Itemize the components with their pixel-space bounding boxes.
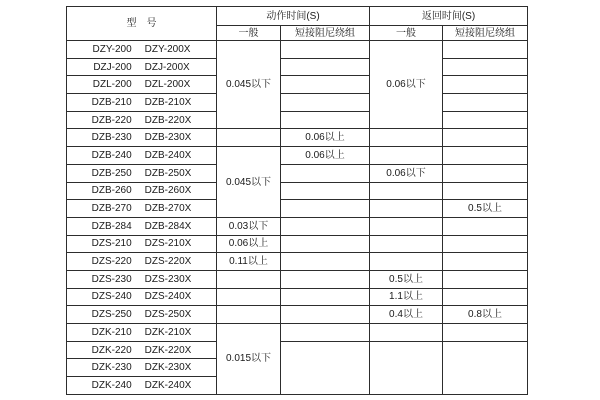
model-name: DZB-284 bbox=[91, 220, 132, 232]
col-header-action-general: 一般 bbox=[217, 26, 281, 41]
model-name-x: DZY-200X bbox=[144, 43, 191, 55]
action-general-cell: 0.045以下 bbox=[217, 147, 281, 218]
table-row bbox=[67, 324, 528, 342]
action-damping-cell bbox=[281, 235, 370, 253]
action-general-cell bbox=[217, 288, 281, 306]
model-cell bbox=[67, 359, 217, 377]
return-general-cell bbox=[370, 129, 443, 147]
table-row bbox=[67, 182, 528, 200]
action-damping-cell bbox=[281, 217, 370, 235]
col-header-return-time: 返回时间(S) bbox=[370, 7, 528, 26]
model-name-x: DZB-220X bbox=[144, 114, 192, 126]
action-damping-cell bbox=[281, 324, 370, 342]
model-cell bbox=[67, 58, 217, 76]
return-general-cell bbox=[370, 235, 443, 253]
model-name: DZS-220 bbox=[91, 256, 132, 268]
table-row bbox=[67, 58, 528, 76]
model-name: DZS-240 bbox=[91, 291, 132, 303]
model-name: DZK-240 bbox=[91, 379, 132, 391]
table-row bbox=[67, 341, 528, 359]
model-cell bbox=[67, 164, 217, 182]
model-name-x: DZB-270X bbox=[144, 203, 192, 215]
action-damping-cell bbox=[281, 253, 370, 271]
action-damping-cell: 0.06以上 bbox=[281, 147, 370, 165]
return-general-cell bbox=[370, 182, 443, 200]
model-name: DZS-210 bbox=[91, 238, 132, 250]
model-name-x: DZS-230X bbox=[144, 273, 192, 285]
return-general-cell: 0.4以上 bbox=[370, 306, 443, 324]
table-row bbox=[67, 217, 528, 235]
model-name-x: DZL-200X bbox=[144, 79, 191, 91]
table-row bbox=[67, 147, 528, 165]
table-row bbox=[67, 235, 528, 253]
model-cell bbox=[67, 270, 217, 288]
model-name: DZY-200 bbox=[92, 43, 132, 55]
return-damping-cell bbox=[443, 129, 528, 147]
model-name-x: DZB-210X bbox=[144, 96, 192, 108]
action-damping-cell bbox=[281, 306, 370, 324]
table-row bbox=[67, 129, 528, 147]
header-row-1 bbox=[67, 7, 528, 26]
model-name: DZL-200 bbox=[92, 79, 132, 91]
return-general-cell bbox=[370, 147, 443, 165]
model-name: DZB-220 bbox=[91, 114, 132, 126]
model-name-x: DZB-230X bbox=[144, 132, 192, 144]
model-name-x: DZK-240X bbox=[144, 379, 192, 391]
model-name-x: DZS-210X bbox=[144, 238, 192, 250]
model-cell bbox=[67, 235, 217, 253]
return-damping-cell bbox=[443, 76, 528, 94]
model-name: DZJ-200 bbox=[93, 61, 132, 73]
model-name: DZK-220 bbox=[91, 344, 132, 356]
return-general-cell bbox=[370, 217, 443, 235]
model-cell bbox=[67, 41, 217, 59]
model-name-x: DZB-260X bbox=[144, 185, 192, 197]
action-general-cell bbox=[217, 129, 281, 147]
return-damping-cell bbox=[443, 217, 528, 235]
model-name: DZK-210 bbox=[91, 326, 132, 338]
action-damping-cell bbox=[281, 288, 370, 306]
model-name: DZB-240 bbox=[91, 149, 132, 161]
model-name-x: DZS-240X bbox=[144, 291, 192, 303]
return-damping-cell bbox=[443, 94, 528, 112]
relay-spec-table bbox=[66, 6, 528, 395]
model-name: DZB-260 bbox=[91, 185, 132, 197]
return-damping-cell bbox=[443, 341, 528, 394]
return-damping-cell bbox=[443, 164, 528, 182]
return-general-cell bbox=[370, 341, 443, 394]
action-damping-cell bbox=[281, 341, 370, 394]
model-cell bbox=[67, 288, 217, 306]
return-general-cell: 0.06以下 bbox=[370, 41, 443, 129]
return-general-cell: 1.1以上 bbox=[370, 288, 443, 306]
return-damping-cell bbox=[443, 41, 528, 59]
return-general-cell: 0.5以上 bbox=[370, 270, 443, 288]
model-cell bbox=[67, 341, 217, 359]
action-damping-cell bbox=[281, 270, 370, 288]
model-name: DZB-210 bbox=[91, 96, 132, 108]
model-cell bbox=[67, 111, 217, 129]
return-damping-cell bbox=[443, 147, 528, 165]
col-header-action-damping: 短接阻尼绕组 bbox=[281, 26, 370, 41]
model-name-x: DZS-220X bbox=[144, 256, 192, 268]
return-damping-cell: 0.5以上 bbox=[443, 200, 528, 218]
table-row bbox=[67, 288, 528, 306]
return-damping-cell bbox=[443, 288, 528, 306]
table-row bbox=[67, 111, 528, 129]
action-general-cell: 0.03以下 bbox=[217, 217, 281, 235]
model-name-x: DZK-220X bbox=[144, 344, 192, 356]
action-damping-cell bbox=[281, 41, 370, 59]
model-name-x: DZS-250X bbox=[144, 309, 192, 321]
action-damping-cell: 0.06以上 bbox=[281, 129, 370, 147]
action-damping-cell bbox=[281, 94, 370, 112]
action-damping-cell bbox=[281, 58, 370, 76]
action-damping-cell bbox=[281, 182, 370, 200]
table-row bbox=[67, 270, 528, 288]
model-cell bbox=[67, 76, 217, 94]
action-damping-cell bbox=[281, 76, 370, 94]
action-general-cell: 0.06以上 bbox=[217, 235, 281, 253]
table-row bbox=[67, 41, 528, 59]
model-name-x: DZB-284X bbox=[144, 220, 192, 232]
model-name: DZS-250 bbox=[91, 309, 132, 321]
return-damping-cell bbox=[443, 235, 528, 253]
action-general-cell bbox=[217, 306, 281, 324]
col-header-return-general: 一般 bbox=[370, 26, 443, 41]
return-damping-cell bbox=[443, 324, 528, 342]
return-damping-cell bbox=[443, 270, 528, 288]
table-row bbox=[67, 94, 528, 112]
model-cell bbox=[67, 217, 217, 235]
return-damping-cell: 0.8以上 bbox=[443, 306, 528, 324]
model-cell bbox=[67, 129, 217, 147]
return-damping-cell bbox=[443, 111, 528, 129]
model-name-x: DZB-240X bbox=[144, 149, 192, 161]
return-general-cell bbox=[370, 253, 443, 271]
model-name: DZB-270 bbox=[91, 203, 132, 215]
action-general-cell: 0.045以下 bbox=[217, 41, 281, 129]
action-general-cell bbox=[217, 270, 281, 288]
action-damping-cell bbox=[281, 111, 370, 129]
return-damping-cell bbox=[443, 58, 528, 76]
action-damping-cell bbox=[281, 164, 370, 182]
model-name-x: DZK-230X bbox=[144, 362, 192, 374]
action-general-cell: 0.015以下 bbox=[217, 324, 281, 395]
model-name: DZB-230 bbox=[91, 132, 132, 144]
model-name-x: DZJ-200X bbox=[144, 61, 190, 73]
action-damping-cell bbox=[281, 200, 370, 218]
model-name: DZB-250 bbox=[91, 167, 132, 179]
model-cell bbox=[67, 377, 217, 395]
col-header-model: 型 号 bbox=[67, 7, 217, 41]
return-damping-cell bbox=[443, 182, 528, 200]
model-cell bbox=[67, 200, 217, 218]
table-row bbox=[67, 200, 528, 218]
return-general-cell bbox=[370, 200, 443, 218]
table-row bbox=[67, 76, 528, 94]
model-name-x: DZB-250X bbox=[144, 167, 192, 179]
model-cell bbox=[67, 147, 217, 165]
action-general-cell: 0.11以上 bbox=[217, 253, 281, 271]
model-cell bbox=[67, 182, 217, 200]
model-name: DZK-230 bbox=[91, 362, 132, 374]
model-cell bbox=[67, 253, 217, 271]
table-row bbox=[67, 253, 528, 271]
model-cell bbox=[67, 94, 217, 112]
model-cell bbox=[67, 324, 217, 342]
col-header-return-damping: 短接阻尼绕组 bbox=[443, 26, 528, 41]
model-name: DZS-230 bbox=[91, 273, 132, 285]
return-damping-cell bbox=[443, 253, 528, 271]
return-general-cell: 0.06以下 bbox=[370, 164, 443, 182]
model-name-x: DZK-210X bbox=[144, 326, 192, 338]
model-cell bbox=[67, 306, 217, 324]
return-general-cell bbox=[370, 324, 443, 342]
table-row bbox=[67, 164, 528, 182]
col-header-action-time: 动作时间(S) bbox=[217, 7, 370, 26]
table-row bbox=[67, 306, 528, 324]
